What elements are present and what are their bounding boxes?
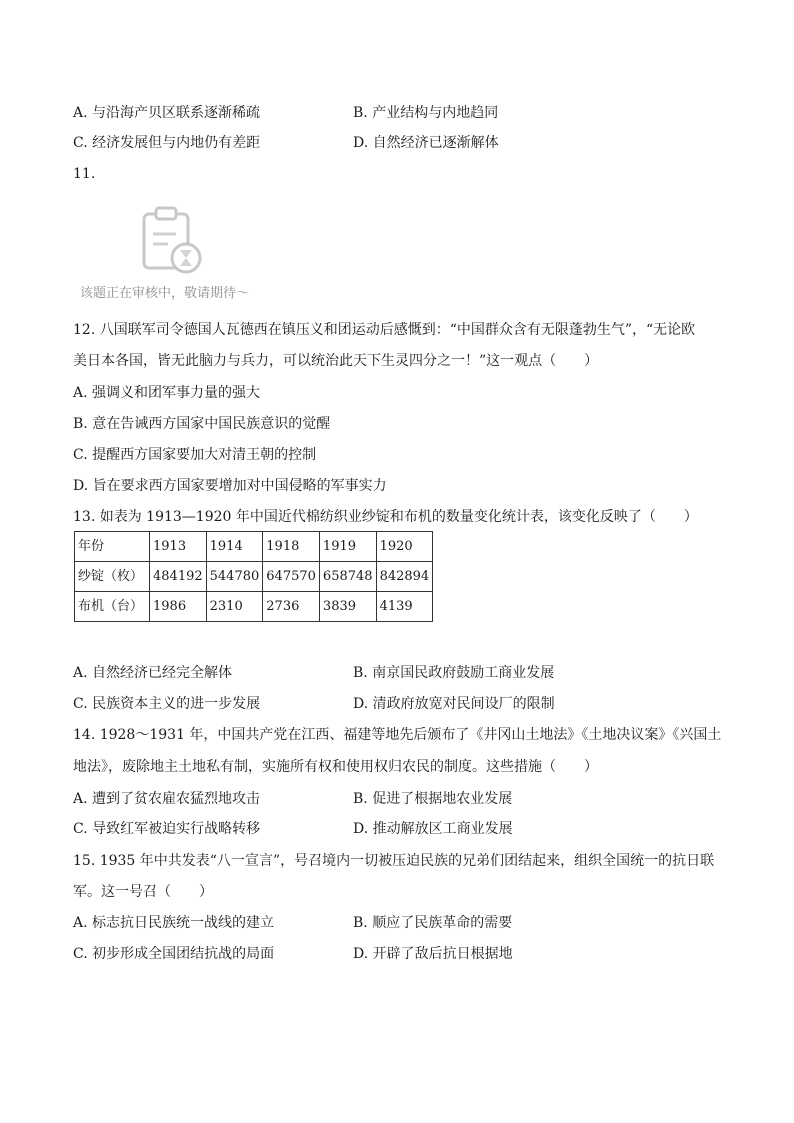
table-cell: 658748 (319, 562, 376, 592)
q14-stem-line1: 14. 1928～1931 年，中国共产党在江西、福建等地先后颁布了《井冈山土地法》《土地决议案》《兴国土 (73, 727, 722, 743)
table-cell: 842894 (376, 562, 433, 592)
table-cell: 纱锭（枚） (75, 562, 150, 592)
table-cell: 2310 (206, 592, 263, 622)
q12-stem-line2: 美日本各国，皆无此脑力与兵力，可以统治此天下生灵四分之一！”这一观点（ ） (73, 353, 599, 369)
table-cell: 布机（台） (75, 592, 150, 622)
q13-option-a: A. 自然经济已经完全解体 (73, 665, 233, 681)
table-cell: 2736 (263, 592, 320, 622)
table-cell: 1918 (263, 532, 320, 562)
q10-option-d: D. 自然经济已逐渐解体 (353, 135, 499, 151)
table-row (75, 562, 433, 592)
table-row (75, 592, 433, 622)
table-cell: 1986 (150, 592, 207, 622)
table-cell: 1913 (150, 532, 207, 562)
q13-stem: 13. 如表为 1913—1920 年中国近代棉纺织业纱锭和布机的数量变化统计表，该变化反映了（ ） (73, 509, 698, 525)
table-cell: 1919 (319, 532, 376, 562)
q11-review-notice: 该题正在审核中，敬请期待～ (80, 286, 250, 301)
q14-stem-line2: 地法》，废除地主土地私有制，实施所有权和使用权归农民的制度。这些措施（ ） (73, 759, 598, 775)
q12-option-a: A. 强调义和团军事力量的强大 (73, 385, 261, 401)
q12-option-c: C. 提醒西方国家要加大对清王朝的控制 (73, 447, 317, 463)
q10-option-c: C. 经济发展但与内地仍有差距 (73, 135, 261, 151)
table-cell: 544780 (206, 562, 263, 592)
q15-stem-line2: 军。这一号召（ ） (73, 884, 213, 900)
q15-stem-line1: 15. 1935 年中共发表“八一宣言”，号召境内一切被压迫民族的兄弟们团结起来，组织全国统一的抗日联 (73, 853, 715, 869)
q13-option-c: C. 民族资本主义的进一步发展 (73, 696, 261, 712)
table-cell: 3839 (319, 592, 376, 622)
q14-option-b: B. 促进了根据地农业发展 (353, 791, 513, 807)
q15-option-b: B. 顺应了民族革命的需要 (353, 915, 513, 931)
q15-option-a: A. 标志抗日民族统一战线的建立 (73, 915, 275, 931)
clipboard-hourglass-icon (138, 204, 210, 276)
q12-option-b: B. 意在告诫西方国家中国民族意识的觉醒 (73, 416, 331, 432)
table-cell: 年份 (75, 532, 150, 562)
table-header-row (75, 532, 433, 562)
q15-option-c: C. 初步形成全国团结抗战的局面 (73, 946, 275, 962)
table-cell: 1920 (376, 532, 433, 562)
q11-number: 11. (73, 166, 96, 182)
q10-option-b: B. 产业结构与内地趋同 (353, 105, 499, 121)
q10-option-a: A. 与沿海产贝区联系逐渐稀疏 (73, 105, 261, 121)
q12-stem-line1: 12. 八国联军司令德国人瓦德西在镇压义和团运动后感慨到：“中国群众含有无限蓬勃生气”，“无论欧 (73, 322, 696, 338)
q13-option-b: B. 南京国民政府鼓励工商业发展 (353, 665, 555, 681)
q15-option-d: D. 开辟了敌后抗日根据地 (353, 946, 513, 962)
q14-option-c: C. 导致红军被迫实行战略转移 (73, 821, 261, 837)
table-cell: 1914 (206, 532, 263, 562)
table-cell: 4139 (376, 592, 433, 622)
q14-option-a: A. 遭到了贫农雇农猛烈地攻击 (73, 791, 261, 807)
q13-statistics-table (74, 531, 433, 622)
table-cell: 484192 (150, 562, 207, 592)
q13-option-d: D. 清政府放宽对民间设厂的限制 (353, 696, 555, 712)
q14-option-d: D. 推动解放区工商业发展 (353, 821, 513, 837)
table-cell: 647570 (263, 562, 320, 592)
q12-option-d: D. 旨在要求西方国家要增加对中国侵略的军事实力 (73, 478, 387, 494)
